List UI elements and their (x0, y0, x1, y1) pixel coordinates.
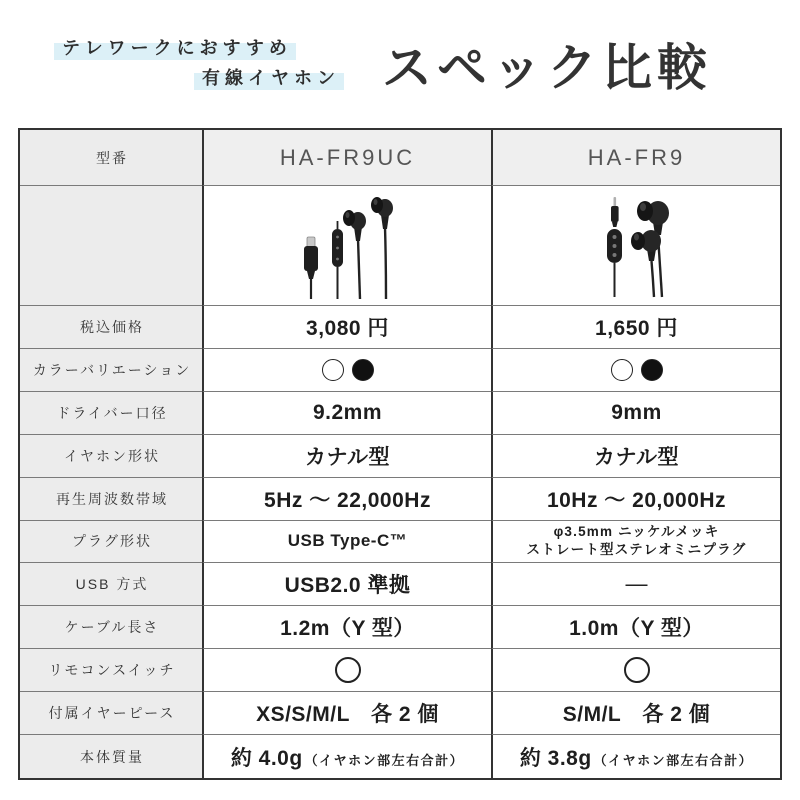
remote-switch-ha-fr9 (491, 649, 780, 692)
row-label-usb-standard: USB 方式 (20, 563, 202, 606)
product-image-ha-fr9uc (202, 186, 491, 306)
page-title: スペック比較 (382, 40, 712, 96)
color-variation-ha-fr9uc (202, 349, 491, 392)
color-swatch-white (611, 359, 633, 381)
plug-shape-text: USB Type-C™ (287, 531, 408, 551)
row-label-ear-pieces: 付属イヤーピース (20, 692, 202, 735)
weight-value (231, 742, 464, 772)
color-swatch-white (322, 359, 344, 381)
weight-note: （イヤホン部左右合計） (304, 752, 465, 768)
price-ha-fr9uc: 3,080 円 (202, 306, 491, 349)
row-label-model-number: 型番 (20, 130, 202, 186)
cable-length-ha-fr9: 1.0m（Y 型） (491, 606, 780, 649)
color-swatch-group (318, 359, 378, 381)
row-label-frequency-response: 再生周波数帯域 (20, 478, 202, 521)
ear-pieces-ha-fr9: S/M/L 各 2 個 (491, 692, 780, 735)
weight-value (520, 742, 753, 772)
row-label-remote-switch: リモコンスイッチ (20, 649, 202, 692)
plug-shape-line2: ストレート型ステレオミニプラグ (526, 542, 747, 558)
row-label-driver-size: ドライバー口径 (20, 392, 202, 435)
remote-switch-ha-fr9uc (202, 649, 491, 692)
tagline-line1: テレワークにおすすめ (54, 36, 296, 60)
ear-pieces-ha-fr9uc: XS/S/M/L 各 2 個 (202, 692, 491, 735)
row-label-plug-shape: プラグ形状 (20, 521, 202, 564)
color-swatch-black (641, 359, 663, 381)
circle-outline-icon (335, 657, 361, 683)
weight-ha-fr9 (491, 735, 780, 778)
usb-standard-ha-fr9uc: USB2.0 準拠 (202, 563, 491, 606)
plug-shape-ha-fr9 (491, 521, 780, 564)
color-swatch-group (607, 359, 667, 381)
frequency-response-ha-fr9: 10Hz 〜 20,000Hz (491, 478, 780, 521)
color-swatch-black (352, 359, 374, 381)
usb-standard-ha-fr9: — (491, 563, 780, 606)
row-label-cable-length: ケーブル長さ (20, 606, 202, 649)
weight-main: 約 4.0g (230, 746, 303, 770)
model-name-ha-fr9uc: HA-FR9UC (202, 130, 491, 186)
row-label-earphone-shape: イヤホン形状 (20, 435, 202, 478)
driver-size-ha-fr9: 9mm (491, 392, 780, 435)
row-label-weight: 本体質量 (20, 735, 202, 778)
earphone-shape-ha-fr9uc: カナル型 (202, 435, 491, 478)
color-variation-ha-fr9 (491, 349, 780, 392)
model-name-ha-fr9: HA-FR9 (491, 130, 780, 186)
row-label-image-blank (20, 186, 202, 306)
earphone-shape-ha-fr9: カナル型 (491, 435, 780, 478)
row-label-color-variation: カラーバリエーション (20, 349, 202, 392)
plug-shape-line1: φ3.5mm ニッケルメッキ (553, 524, 720, 540)
product-image-ha-fr9 (491, 186, 780, 306)
weight-main: 約 3.8g (519, 746, 592, 770)
driver-size-ha-fr9uc: 9.2mm (202, 392, 491, 435)
mini-plug-earphones-with-remote-icon (577, 191, 697, 301)
row-label-price: 税込価格 (20, 306, 202, 349)
usb-c-earphones-with-remote-icon (288, 191, 408, 301)
circle-outline-icon (624, 657, 650, 683)
frequency-response-ha-fr9uc: 5Hz 〜 22,000Hz (202, 478, 491, 521)
spec-comparison-table (18, 128, 782, 780)
price-ha-fr9: 1,650 円 (491, 306, 780, 349)
plug-shape-ha-fr9uc (202, 521, 491, 564)
weight-note: （イヤホン部左右合計） (593, 752, 754, 768)
tagline-line2: 有線イヤホン (194, 66, 344, 90)
cable-length-ha-fr9uc: 1.2m（Y 型） (202, 606, 491, 649)
weight-ha-fr9uc (202, 735, 491, 778)
